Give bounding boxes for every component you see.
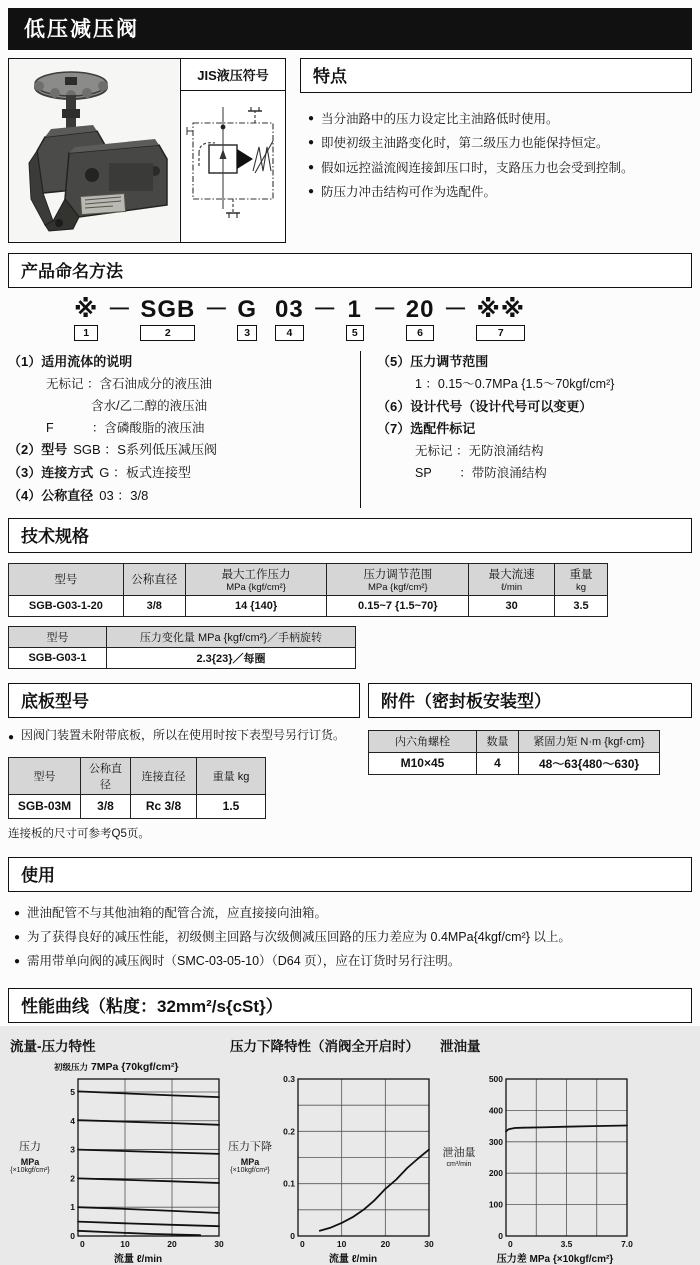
pressure-change-table [8,626,356,669]
naming-item-7-sub: 无标记 ：无防浪涌结构 [415,444,544,459]
jis-symbol-area [181,91,285,242]
cell-max-flow: 30 [469,595,555,616]
code-text: ※※ [476,296,526,323]
naming-item-3: （3）连接方式 G ：板式连接型 [8,465,191,481]
naming-item-1-sub: 无标记 ：含石油成分的液压油 [46,376,212,391]
col-header: 公称直径 [81,757,131,794]
svg-text:2: 2 [70,1173,75,1184]
code-separator: － [107,296,132,323]
bottom-plate-section [8,673,360,841]
svg-text:4: 4 [70,1115,75,1126]
code-number-box: 5 [346,325,364,341]
table-header-row [9,626,356,647]
jis-symbol-title: JIS液压符号 [181,59,285,91]
svg-text:3: 3 [70,1144,75,1155]
chart-area [438,1074,632,1252]
feature-item [308,107,688,131]
bullet-icon: ● [308,186,315,198]
performance-section-title: 性能曲线（粘度：32mm²/s{cSt}） [8,988,692,1023]
x-axis-label: 流量 ℓ/min [113,1253,163,1265]
cell-pressure-change: 2.3{23}／每圈 [107,647,356,668]
drain-amount-chart [438,1033,632,1265]
code-segment [74,298,98,341]
col-header: 公称直径 [123,563,185,595]
col-header: 数量 [477,730,519,752]
table-row [9,647,356,668]
accessory-section [368,673,692,841]
col-header: 型号 [9,563,124,595]
naming-item-5-sub: 1 ：0.15～0.7MPa {1.5～70kgf/cm²} [415,376,615,391]
model-code-line [8,298,692,341]
specs-section-title: 技术规格 [8,518,692,553]
svg-text:20: 20 [380,1238,391,1249]
usage-item: ● 泄油配管不与其他油箱的配管合流，应直接接向油箱。 [14,902,690,926]
col-header: 重量 kg [555,563,608,595]
svg-text:0.2: 0.2 [283,1125,295,1136]
code-segment [275,298,304,341]
specs-table [8,563,608,617]
table-row [9,595,608,616]
svg-text:0: 0 [70,1230,75,1241]
valve-photo [9,59,181,242]
pressure-drop-plot [272,1074,434,1252]
cell-model: SGB-G03-1-20 [9,595,124,616]
col-header: 内六角螺栓 [369,730,477,752]
usage-item: ● 需用带单向阀的减压阀时（SMC-03-05-10）（D64 页），应在订货时另行注明。 [14,950,690,974]
plate-accessory-row [8,673,692,841]
code-number-box: 6 [406,325,435,341]
chart-annotation: 初级压力 7MPa {70kgf/cm²} [54,1060,179,1073]
code-segment [140,298,195,341]
svg-text:400: 400 [488,1105,503,1116]
features-section [300,58,692,243]
svg-text:3.5: 3.5 [560,1238,573,1249]
feature-text: 假如远控溢流阀连接卸压口时，支路压力也会受到控制。 [321,160,634,175]
bottom-plate-note: ● 因阀门装置未附带底板，所以在使用时按下表型号另行订货。 [8,726,360,750]
features-bullets [308,107,688,205]
y-axis-label: 压力 MPa {×10kgf/cm²} [10,1141,50,1175]
svg-text:0: 0 [290,1230,295,1241]
svg-text:5: 5 [70,1086,75,1097]
svg-text:200: 200 [488,1167,503,1178]
bottom-plate-title: 底板型号 [8,683,360,718]
cell-weight: 3.5 [555,595,608,616]
code-text: ※ [74,296,99,323]
code-number-box: 4 [275,325,304,341]
code-number-box: 3 [237,325,257,341]
specs-header-row [9,563,608,595]
code-separator: － [204,296,229,323]
naming-item-2: （2）型号 SGB ：S系列低压减压阀 [8,442,217,458]
accessory-title: 附件（密封板安装型） [368,683,692,718]
svg-text:0: 0 [498,1230,503,1241]
naming-right-column [360,351,692,508]
bottom-plate-footnote: 连接板的尺寸可参考Q5页。 [8,827,150,840]
naming-item-7-sub: SP ：带防浪涌结构 [415,466,547,480]
svg-text:300: 300 [488,1136,503,1147]
bullet-icon: ● [308,161,315,173]
x-axis-label: 流量 ℓ/min [328,1253,378,1265]
bullet-icon: ● [14,955,21,967]
valve-photo-illustration [9,59,179,241]
svg-text:10: 10 [120,1238,130,1249]
code-number-box: 2 [140,325,195,341]
table-header-row [9,757,266,794]
svg-text:0: 0 [508,1238,513,1249]
naming-item-1: （1）适用流体的说明 [8,354,133,369]
col-header: 最大工作压力 MPa {kgf/cm²} [185,563,327,595]
bottom-plate-table [8,757,266,819]
svg-text:100: 100 [488,1199,503,1210]
naming-item-4: （4）公称直径 03 ：3/8 [8,487,149,503]
naming-item-7: （7）选配件标记 [377,421,476,437]
code-separator: － [443,296,468,323]
col-header: 紧固力矩 N·m {kgf·cm} [519,730,660,752]
naming-section-title: 产品命名方法 [8,253,692,288]
cell-connect-diameter: Rc 3/8 [131,794,197,818]
code-segment [476,298,525,341]
table-header-row [369,730,660,752]
code-number-box: 7 [476,325,525,341]
chart-title: 泄油量 [440,1038,481,1054]
cell-adjust-range: 0.15~7 {1.5~70} [327,595,469,616]
svg-text:0: 0 [300,1238,305,1249]
naming-item-1-sub: 含水/乙二醇的液压油 [46,398,208,413]
svg-text:10: 10 [336,1238,347,1249]
naming-columns [8,351,692,508]
col-header: 重量 kg [197,757,266,794]
naming-left-column [8,351,360,508]
col-header: 压力变化量 MPa {kgf/cm²}／手柄旋转 [107,626,356,647]
flow-pressure-chart [8,1033,224,1265]
svg-text:7.0: 7.0 [621,1238,633,1249]
jis-hydraulic-symbol [185,97,281,237]
cell-quantity: 4 [477,752,519,774]
cell-max-pressure: 14 {140} [185,595,327,616]
svg-text:30: 30 [214,1238,224,1249]
table-row [9,794,266,818]
feature-item [308,180,688,204]
cell-diameter: 3/8 [81,794,131,818]
drain-amount-plot [480,1074,632,1252]
svg-text:30: 30 [424,1238,434,1249]
svg-text:0: 0 [80,1238,85,1249]
col-header: 型号 [9,757,81,794]
code-number-box: 1 [74,325,98,341]
chart-title: 压力下降特性（消阀全开启时） [230,1038,419,1054]
code-separator: － [372,296,397,323]
code-segment [346,298,364,341]
feature-text: 当分油路中的压力设定比主油路低时使用。 [321,112,559,126]
cell-model: SGB-G03-1 [9,647,107,668]
svg-text:20: 20 [167,1238,177,1249]
code-text: SGB [140,296,196,323]
cell-weight: 1.5 [197,794,266,818]
page-title: 低压减压阀 [8,8,692,50]
cell-model: SGB-03M [9,794,81,818]
col-header: 最大流速 ℓ/min [469,563,555,595]
chart-area [228,1074,434,1252]
jis-symbol-panel [181,59,285,242]
bullet-icon: ● [8,731,15,743]
svg-text:0.3: 0.3 [283,1073,295,1084]
cell-bolt: M10×45 [369,752,477,774]
y-axis-label: 压力下降 MPa {×10kgf/cm²} [228,1141,272,1175]
feature-text: 防压力冲击结构可作为选配件。 [321,185,497,200]
col-header: 压力调节范围 MPa {kgf/cm²} [327,563,469,595]
col-header: 连接直径 [131,757,197,794]
y-axis-label: 泄油量 cm³/min [442,1147,476,1169]
code-text: 1 [347,296,362,323]
cell-diameter: 3/8 [123,595,185,616]
usage-section-title: 使用 [8,857,692,892]
feature-item [308,156,688,180]
bullet-icon: ● [14,931,21,943]
col-header: 型号 [9,626,107,647]
chart-title: 流量-压力特性 [10,1038,96,1054]
top-row [8,58,692,243]
code-text: 20 [405,296,435,323]
accessory-table [368,730,660,775]
flow-pressure-plot [52,1074,224,1252]
svg-text:0.1: 0.1 [283,1178,295,1189]
product-photo-box [8,58,286,243]
bullet-icon: ● [308,137,315,149]
bullet-icon: ● [308,113,315,124]
usage-item: ● 为了获得良好的减压性能，初级侧主回路与次级侧减压回路的压力差应为 0.4MPa{4kgf/cm²} 以上。 [14,926,690,950]
features-title: 特点 [300,58,692,93]
usage-bullets [14,902,690,974]
feature-item [308,131,688,155]
svg-text:500: 500 [488,1073,503,1084]
feature-text: 即使初级主油路变化时，第二级压力也能保持恒定。 [321,136,609,151]
chart-area [8,1074,224,1252]
code-text: 03 [275,296,304,323]
code-separator: － [312,296,337,323]
naming-item-5: （5）压力调节范围 [377,354,489,369]
code-segment [237,298,257,341]
svg-text:1: 1 [70,1201,75,1212]
code-text: G [237,296,258,323]
x-axis-label: 压力差 MPa {×10kgf/cm²} [496,1253,614,1265]
chart-annotation-spacer [274,1061,434,1073]
naming-item-1-sub: F ：含磷酸脂的液压油 [46,420,205,435]
table-row [369,752,660,774]
pressure-drop-chart [228,1033,434,1265]
chart-annotation-spacer [484,1061,632,1073]
charts-row [8,1033,692,1265]
code-segment [406,298,435,341]
bullet-icon: ● [14,907,21,919]
naming-item-6: （6）设计代号（设计代号可以变更） [377,398,593,414]
cell-torque: 48～63{480～630} [519,752,660,774]
